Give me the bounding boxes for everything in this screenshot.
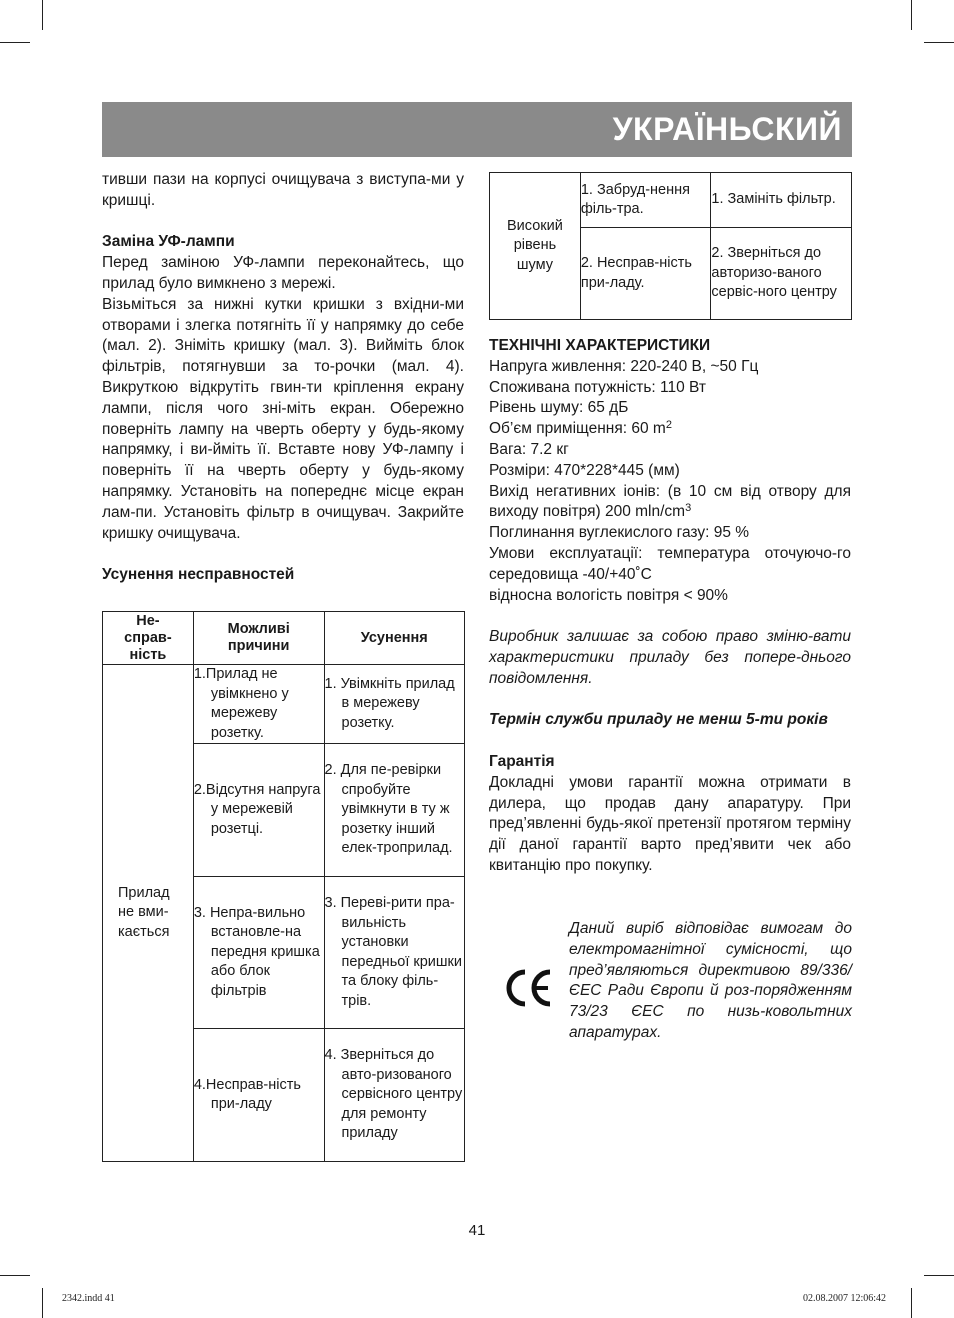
cause-cell: 1. Забруд-нення філь-тра. — [580, 181, 690, 217]
spec-humidity: відносна вологість повітря < 90% — [489, 586, 728, 604]
fix-cell: 1. Увімкніть прилад в мережеву розетку. — [324, 675, 455, 731]
uv-lamp-paragraph-2: Візьміться за нижні кутки кришки з вхідни-ми отворами і злегка потягніть її у напрямку до себе (мал. 2). Зніміть кришку (мал. 3). Вийміть блок фільтрів, потягнувши за то-рочки (мал. 4). Викруткою відкрутіть гвин-ти кріплення екрану лампи, після чого зні-міть екран. Обережно поверніть лампу на чверть оберту у будь-якому напрямку, і ви-йміть її. Вставте нову УФ-лампу і поверніть її на чверть оберту у будь-якому напрямку. Установіть на попереднє місце екран лам-пи. Установіть фільтр в очищувач. Закрийте кришку очищувача. — [102, 295, 464, 542]
crop-mark — [911, 0, 912, 30]
spec-conditions: Умови експлуатації: температура оточуючо-го середовища -40/+40˚С — [489, 544, 851, 583]
spec-co2: Поглинання вуглекислого газу: 95 % — [489, 524, 750, 542]
specs-heading: ТЕХНІЧНІ ХАРАКТЕРИСТИКИ — [489, 337, 711, 354]
crop-mark — [924, 42, 954, 43]
spec-room-volume: Об’єм приміщення: 60 $m^2$ — [489, 419, 672, 438]
spec-voltage: Напруга живлення: 220-240 В, ~50 Гц — [489, 357, 759, 375]
cause-cell: 4.Несправ-ність при-ладу — [193, 1076, 301, 1112]
fix-cell: 2. Зверніться до авторизо-ваного сервіс-ного центру — [711, 245, 837, 301]
fix-cell: 2. Для пе-ревірки спробуйте увімкнути в ту ж розетку інший елек-троприлад. — [324, 762, 453, 857]
left-column — [102, 170, 464, 586]
problem-cell: Прилад не вми-кається — [103, 665, 194, 1162]
table-row — [103, 665, 465, 744]
warranty-heading: Гарантія — [489, 752, 555, 770]
troubleshooting-heading: Усунення несправностей — [102, 566, 295, 584]
troubleshooting-table — [102, 611, 465, 1162]
spec-ions: Вихід негативних іонів: (в 10 см від отвору для виходу повітря) 200 mln/$cm^3$ — [489, 482, 851, 521]
page-number: 41 — [468, 1222, 486, 1239]
fix-cell: 3. Переві-рити пра-вильність установки передньої кришки та блоку філь-трів. — [324, 895, 462, 1009]
right-column — [489, 336, 851, 877]
crop-mark — [924, 1275, 954, 1276]
column-header-fault: Не-справ-ність — [103, 612, 194, 665]
crop-mark — [0, 42, 30, 43]
spec-noise: Рівень шуму: 65 дБ — [489, 399, 629, 417]
language-header-bar — [102, 102, 852, 157]
uv-lamp-heading: Заміна УФ-лампи — [102, 233, 235, 251]
column-header-remedy: Усунення — [324, 612, 465, 665]
noise-troubleshooting-table — [489, 172, 852, 320]
footer-timestamp: 02.08.2007 12:06:42 — [802, 1293, 886, 1304]
crop-mark — [42, 0, 43, 30]
intro-text: тивши пази на корпусі очищувача з виступа-ми у кришці. — [102, 171, 464, 209]
problem-cell: Високий рівень шуму — [490, 173, 581, 320]
footer-file: 2342.indd 41 — [62, 1293, 115, 1304]
fix-cell: 4. Зверніться до авто-ризованого сервісного центру для ремонту приладу — [324, 1047, 463, 1142]
warranty-text: Докладні умови гарантії можна отримати в дилера, що продав дану апаратуру. При пред’явленні будь-якої претензії протягом терміну дії даної гарантії варто пред’явити чек або квитанцію про покупку. — [489, 773, 851, 874]
table-row — [490, 173, 852, 228]
spec-power: Споживана потужність: 110 Вт — [489, 378, 706, 396]
cause-cell: 3. Непра-вильно встановле-на передня кришка або блок фільтрів — [193, 904, 320, 999]
spec-dimensions: Розміри: 470*228*445 (мм) — [489, 461, 680, 479]
language-title: УКРАЇНЬСКИЙ — [612, 111, 842, 147]
cause-cell: 1.Прилад не увімкнено у мережеву розетку. — [193, 666, 289, 741]
fix-cell: 1. Замініть фільтр. — [711, 191, 836, 208]
ce-mark-icon — [504, 968, 554, 1008]
cause-cell: 2.Відсутня напруга у мережевій розетці. — [193, 781, 321, 837]
ce-compliance-text: Даний виріб відповідає вимогам до електромагнітної сумісності, що пред’являються директивою 89/336/ЄЕС Ради Європи й роз-порядженням 73/23 ЄЕС по низь-ковольтних апаратурах. — [569, 920, 852, 1041]
spec-weight: Вага: 7.2 кг — [489, 440, 569, 458]
service-life: Термін служби приладу не менш 5-ти років — [489, 711, 828, 729]
manufacturer-note: Виробник залишає за собою право зміню-вати характеристики приладу без попере-днього повідомлення. — [489, 628, 851, 687]
uv-lamp-paragraph-1: Перед заміною УФ-лампи переконайтесь, що прилад було вимкнено з мережі. — [102, 254, 464, 292]
crop-mark — [911, 1288, 912, 1318]
crop-mark — [42, 1288, 43, 1318]
column-header-causes: Можливі причини — [193, 612, 324, 665]
cause-cell: 2. Несправ-ність при-ладу. — [580, 255, 692, 291]
crop-mark — [0, 1275, 30, 1276]
table-header-row — [103, 612, 465, 665]
